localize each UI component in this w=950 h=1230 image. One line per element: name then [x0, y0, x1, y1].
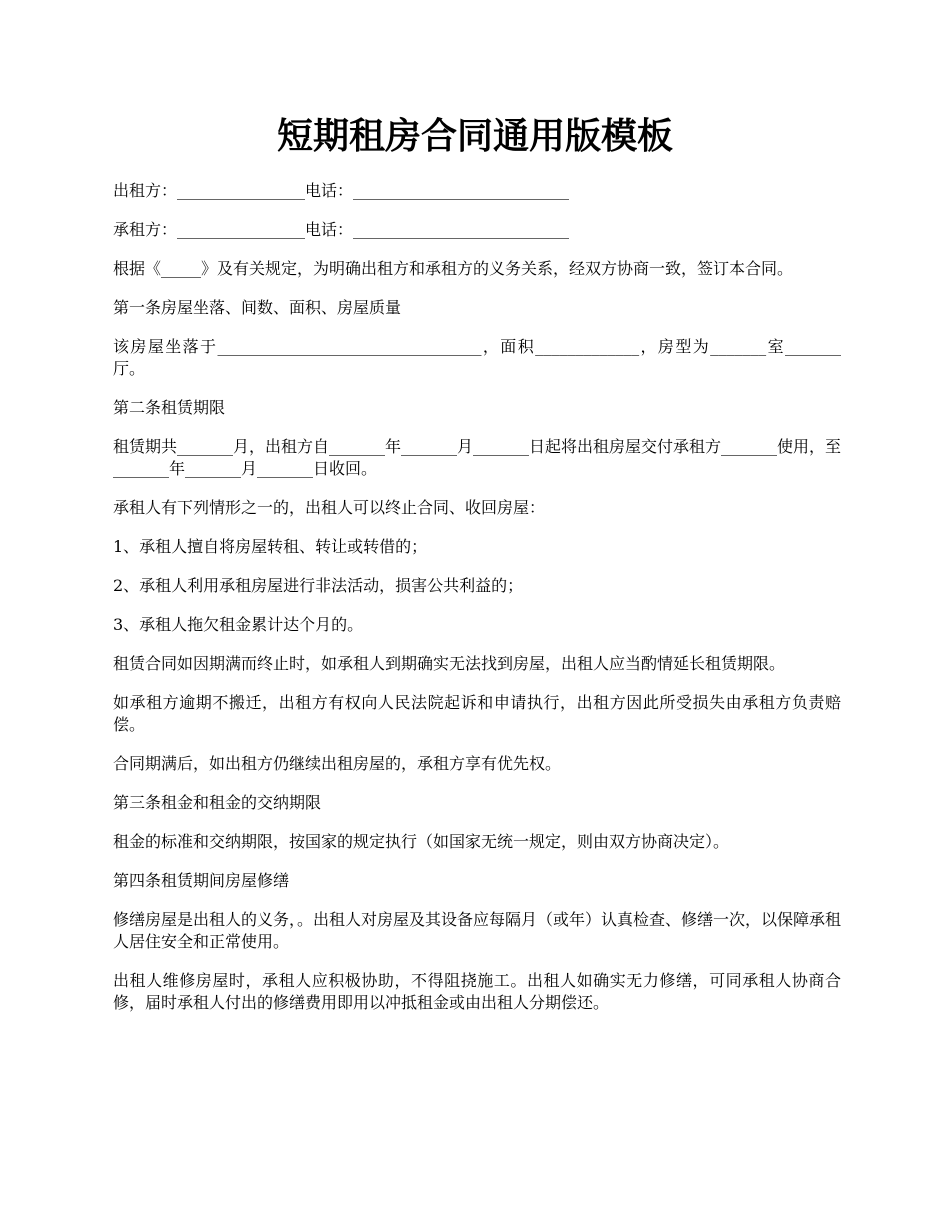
- article-3-heading: 第三条租金和租金的交纳期限: [113, 793, 322, 812]
- preamble-paragraph: 根据《_____》及有关规定，为明确出租方和承租方的义务关系，经双方协商一致，签订本合同。: [113, 259, 794, 278]
- priority-paragraph: 合同期满后，如出租方仍继续出租房屋的，承租方享有优先权。: [113, 754, 562, 773]
- termination-intro: 承租人有下列情形之一的，出租人可以终止合同、收回房屋：: [113, 498, 546, 517]
- article-2-heading: 第二条租赁期限: [113, 398, 226, 417]
- rent-paragraph: 租金的标准和交纳期限，按国家的规定执行（如国家无统一规定，则由双方协商决定）。: [113, 832, 730, 851]
- overstay-paragraph: 如承租方逾期不搬迁，出租方有权向人民法院起诉和申请执行，出租方因此所受损失由承租方负责赔偿。: [113, 693, 841, 734]
- repair-cooperation-paragraph: 出租人维修房屋时，承租人应积极协助，不得阻挠施工。出租人如确实无力修缮，可同承租人协商合修，届时承租人付出的修缮费用即用以冲抵租金或由出租人分期偿还。: [113, 971, 841, 1012]
- document-body: [113, 180, 841, 1031]
- article-1-paragraph: 该房屋坐落于_________________________________，面积_____________，房型为_______室_______厅。: [113, 337, 841, 378]
- repair-paragraph: 修缮房屋是出租人的义务，。出租人对房屋及其设备应每隔月（或年）认真检查、修缮一次，以保障承租人居住安全和正常使用。: [113, 910, 842, 951]
- termination-item-3: 3、承租人拖欠租金累计达个月的。: [113, 615, 364, 634]
- article-1-heading: 第一条房屋坐落、间数、面积、房屋质量: [113, 298, 402, 317]
- lessee-line: 承租方：________________电话：___________________________: [113, 220, 570, 239]
- article-4-heading: 第四条租赁期间房屋修缮: [113, 871, 290, 890]
- termination-item-2: 2、承租人利用承租房屋进行非法活动，损害公共利益的；: [113, 576, 524, 595]
- termination-item-1: 1、承租人擅自将房屋转租、转让或转借的；: [113, 537, 428, 556]
- extension-paragraph: 租赁合同如因期满而终止时，如承租人到期确实无法找到房屋，出租人应当酌情延长租赁期限。: [113, 654, 786, 673]
- lessor-line: 出租方：________________电话：___________________________: [113, 181, 570, 200]
- document-title: 短期租房合同通用版模板: [276, 115, 673, 157]
- lease-term-paragraph: 租赁期共_______月，出租方自_______年_______月_______日起将出租房屋交付承租方_______使用，至_______年_______月_______日收回。: [113, 437, 842, 478]
